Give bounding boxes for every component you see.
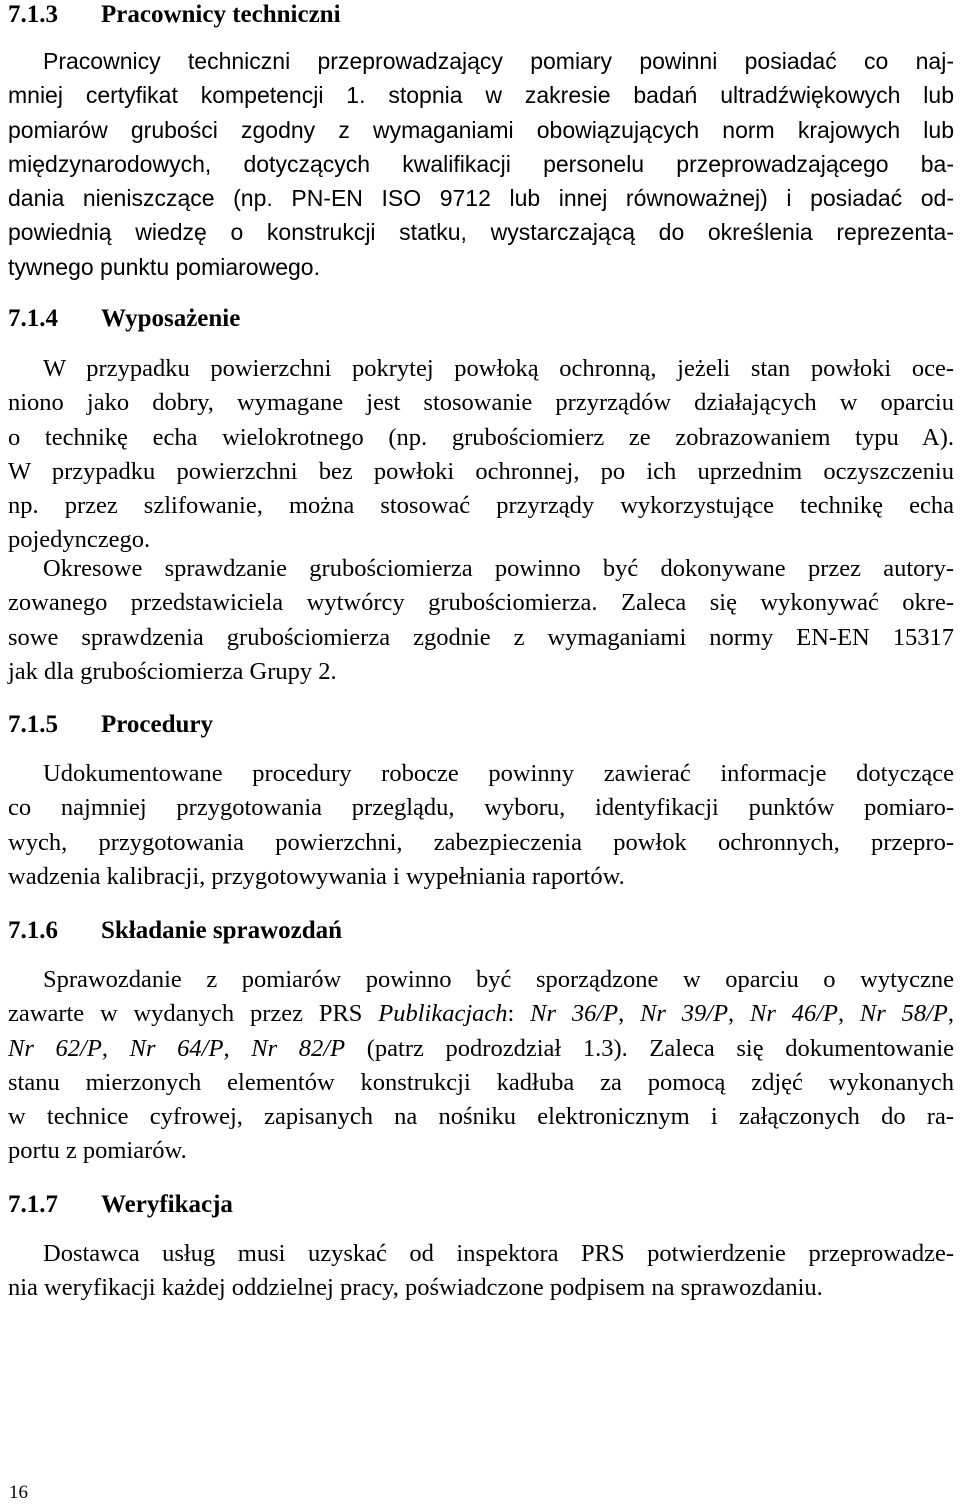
section-heading-7-1-4 bbox=[8, 304, 956, 334]
section-number: 7.1.5 bbox=[8, 711, 58, 738]
section-title: Pracownicy techniczni bbox=[101, 1, 341, 28]
text-fragment: , bbox=[101, 1034, 130, 1062]
text-fragment: zawarte w wydanych przez PRS bbox=[8, 1000, 379, 1028]
text-line: Dostawca usług musi uzyskać od inspektora PRS potwierdzenie przeprowadze- bbox=[43, 1240, 954, 1267]
text-line: Pracownicy techniczni przeprowadzający pomiary powinni posiadać co naj- bbox=[43, 48, 954, 74]
text-fragment: , bbox=[618, 1000, 641, 1028]
text-fragment: : bbox=[507, 1000, 531, 1028]
section-number: 7.1.6 bbox=[8, 917, 58, 944]
text-line: Okresowe sprawdzanie grubościomierza powinno być dokonywane przez autory- bbox=[43, 555, 954, 582]
section-title: Wyposażenie bbox=[101, 305, 241, 332]
publication-ref: Nr 58/P bbox=[859, 1000, 948, 1028]
section-heading-7-1-3 bbox=[8, 0, 956, 30]
text-line: sowe sprawdzenia grubościomierza zgodnie z wymaganiami normy EN-EN 15317 bbox=[8, 623, 954, 651]
text-line: W przypadku powierzchni pokrytej powłoką ochronną, jeżeli stan powłoki oce- bbox=[43, 355, 954, 382]
text-line: W przypadku powierzchni bez powłoki ochronnej, po ich uprzednim oczyszczeniu bbox=[8, 457, 954, 485]
paragraph-procedures bbox=[8, 757, 954, 894]
text-line: np. przez szlifowanie, można stosować przyrządy wykorzystujące technikę echa bbox=[8, 492, 954, 520]
text-line: o technikę echa wielokrotnego (np. grubościomierz ze zobrazowaniem typu A). bbox=[8, 423, 954, 451]
publication-ref: Nr 82/P bbox=[251, 1034, 346, 1062]
publication-ref: Nr 39/P bbox=[640, 1000, 729, 1028]
text-line: portu z pomiarów. bbox=[8, 1137, 187, 1165]
text-line: powiednią wiedzę o konstrukcji statku, wystarczającą do określenia reprezenta- bbox=[8, 219, 954, 246]
text-line: wych, przygotowania powierzchni, zabezpieczenia powłok ochronnych, przepro- bbox=[8, 828, 954, 856]
paragraph-reporting bbox=[8, 963, 954, 1169]
text-line: tywnego punktu pomiarowego. bbox=[8, 253, 320, 280]
paragraph-equipment-1 bbox=[8, 352, 954, 558]
text-line-publications bbox=[8, 997, 954, 1031]
text-line: zowanego przedstawiciela wytwórcy grubościomierza. Zaleca się wykonywać okre- bbox=[8, 589, 954, 617]
text-line: co najmniej przygotowania przeglądu, wyboru, identyfikacji punktów pomiaro- bbox=[8, 794, 954, 822]
section-title: Składanie sprawozdań bbox=[101, 917, 343, 944]
publication-ref: Nr 46/P bbox=[750, 1000, 838, 1028]
section-number: 7.1.4 bbox=[8, 305, 58, 332]
text-line: pomiarów grubości zgodny z wymaganiami obowiązujących norm krajowych lub bbox=[8, 116, 954, 143]
publication-ref: Nr 62/P bbox=[8, 1034, 102, 1062]
paragraph-technical-staff bbox=[8, 44, 954, 284]
text-line: mniej certyfikat kompetencji 1. stopnia w zakresie badań ultradźwiękowych lub bbox=[8, 82, 954, 109]
publication-word: Publikacjach bbox=[378, 1000, 508, 1028]
section-heading-7-1-6 bbox=[8, 916, 956, 946]
text-fragment: , bbox=[947, 1000, 955, 1028]
text-line: nia weryfikacji każdej oddzielnej pracy, poświadczone podpisem na sprawozdaniu. bbox=[8, 1274, 823, 1302]
text-line: międzynarodowych, dotyczących kwalifikacji personelu przeprowadzającego ba- bbox=[8, 150, 954, 177]
text-line: Udokumentowane procedury robocze powinny zawierać informacje dotyczące bbox=[43, 760, 954, 787]
text-line-publications bbox=[8, 1032, 954, 1066]
section-number: 7.1.3 bbox=[8, 1, 58, 28]
text-fragment: , bbox=[728, 1000, 750, 1028]
text-fragment: (patrz podrozdział 1.3). Zaleca się dokumentowanie bbox=[345, 1034, 954, 1062]
section-title: Weryfikacja bbox=[101, 1191, 233, 1218]
text-line: pojedynczego. bbox=[8, 526, 151, 554]
text-line: niono jako dobry, wymagane jest stosowanie przyrządów działających w oparciu bbox=[8, 389, 954, 417]
section-heading-7-1-5 bbox=[8, 710, 956, 740]
publication-ref: Nr 36/P bbox=[530, 1000, 619, 1028]
section-title: Procedury bbox=[101, 711, 214, 738]
text-line: wadzenia kalibracji, przygotowywania i wypełniania raportów. bbox=[8, 862, 625, 890]
section-number: 7.1.7 bbox=[8, 1191, 58, 1218]
text-fragment: , bbox=[837, 1000, 860, 1028]
page-number: 16 bbox=[9, 1482, 28, 1503]
text-fragment: , bbox=[223, 1034, 252, 1062]
text-line: w technice cyfrowej, zapisanych na nośniku elektronicznym i załączonych do ra- bbox=[8, 1103, 954, 1131]
text-line: dania nieniszczące (np. PN-EN ISO 9712 lub innej równoważnej) i posiadać od- bbox=[8, 185, 954, 212]
paragraph-equipment-2 bbox=[8, 552, 954, 689]
text-line: Sprawozdanie z pomiarów powinno być sporządzone w oparciu o wytyczne bbox=[43, 966, 954, 993]
text-line: stanu mierzonych elementów konstrukcji kadłuba za pomocą zdjęć wykonanych bbox=[8, 1068, 954, 1096]
paragraph-verification bbox=[8, 1237, 954, 1306]
text-line: jak dla grubościomierza Grupy 2. bbox=[8, 657, 337, 685]
section-heading-7-1-7 bbox=[8, 1190, 956, 1220]
publication-ref: Nr 64/P bbox=[129, 1034, 224, 1062]
